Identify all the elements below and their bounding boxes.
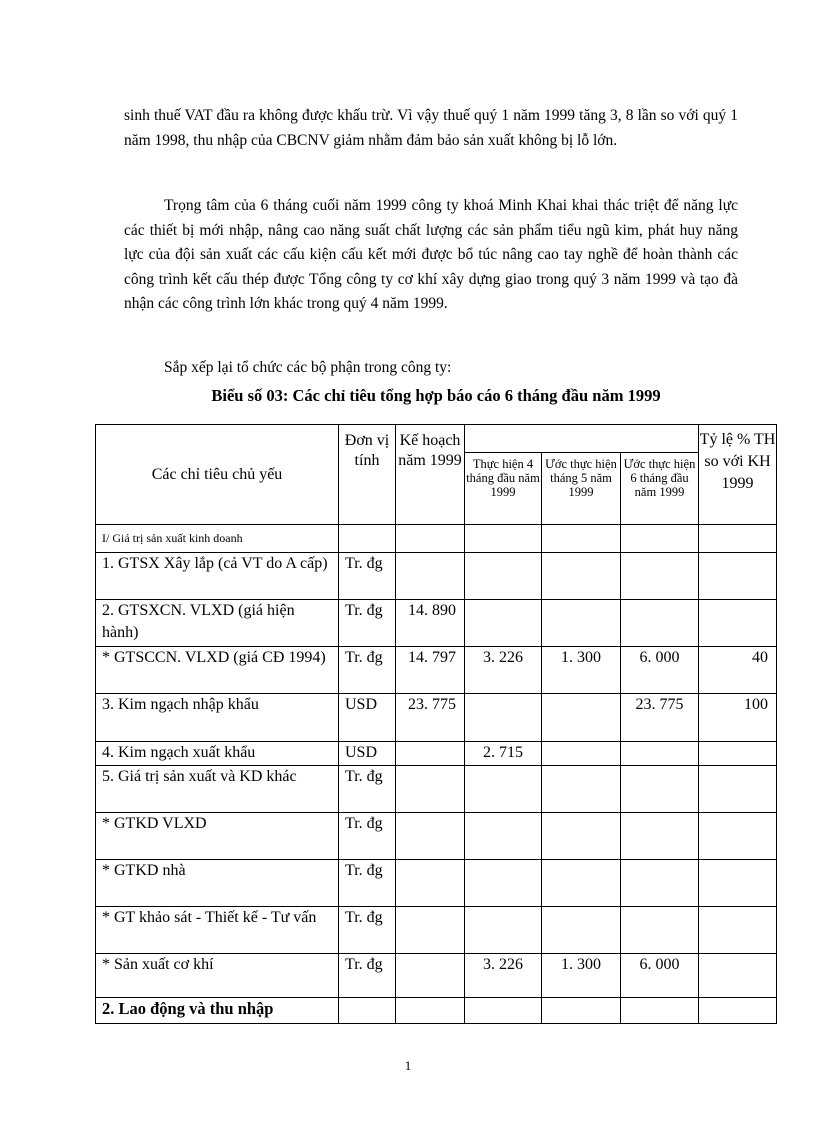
row-m6: [621, 906, 699, 953]
row-actual: [465, 765, 542, 812]
row-m6: [621, 859, 699, 906]
row-m5: [542, 765, 621, 812]
row-plan: [396, 953, 465, 997]
header-actual-4m: Thực hiện 4 tháng đầu năm 1999: [465, 453, 542, 525]
row-unit: Tr. đg: [339, 600, 396, 647]
row-name: * Sản xuất cơ khí: [96, 953, 339, 997]
row-actual: 3. 226: [465, 953, 542, 997]
row-actual: [465, 694, 542, 741]
row-m6: 6. 000: [621, 953, 699, 997]
paragraph-2: Trọng tâm của 6 tháng cuối năm 1999 công ty khoá Minh Khai khai thác triệt để năng lực các thiết bị mới nhập, nâng cao năng suất chất lượng các sản phẩm tiểu ngũ kim, phát huy năng lực của đội sản xuất các cấu kiện cấu kết mới được bổ túc nâng cao tay nghề để hoàn thành các công trình kết cấu thép được Tổng công ty cơ khí xây dựng giao trong quý 3 năm 1999 và tạo đà nhận các công trình lớn khác trong quý 4 năm 1999.: [124, 197, 738, 312]
row-m6: [621, 553, 699, 600]
row-plan: [396, 859, 465, 906]
row-m6: 6. 000: [621, 647, 699, 694]
row-actual: 3. 226: [465, 647, 542, 694]
row-name: * GT khảo sát - Thiết kế - Tư vấn: [96, 906, 339, 953]
row-actual: [465, 906, 542, 953]
row-m6: 23. 775: [621, 694, 699, 741]
row-unit: USD: [339, 741, 396, 765]
row-pct: [699, 906, 777, 953]
row-m5: [542, 812, 621, 859]
row-m5: [542, 859, 621, 906]
header-plan: Kế hoạch năm 1999: [396, 425, 465, 525]
row-pct: [699, 859, 777, 906]
row-plan: [396, 741, 465, 765]
row-m6: [621, 600, 699, 647]
row-m5: 1. 300: [542, 647, 621, 694]
row-m6: [621, 812, 699, 859]
row-name: 5. Giá trị sản xuất và KD khác: [96, 765, 339, 812]
row-pct: [699, 741, 777, 765]
row-m5: [542, 553, 621, 600]
row-pct: [699, 600, 777, 647]
paragraph-1: sinh thuế VAT đầu ra không được khấu trừ. Vì vậy thuế quý 1 năm 1999 tăng 3, 8 lần so với quý 1 năm 1998, thu nhập của CBCNV giảm nhằm đảm bảo sản xuất không bị lỗ lớn.: [124, 107, 738, 149]
row-actual: [465, 600, 542, 647]
section-1-label: I/ Giá trị sản xuất kinh doanh: [96, 525, 339, 553]
row-m5: [542, 741, 621, 765]
paragraph-3: Sắp xếp lại tổ chức các bộ phận trong công ty:: [164, 359, 452, 376]
row-unit: Tr. đg: [339, 859, 396, 906]
header-est-6m: Ước thực hiện 6 tháng đầu năm 1999: [621, 453, 699, 525]
row-pct: [699, 765, 777, 812]
page-number: 1: [404, 1058, 412, 1073]
row-pct: [699, 812, 777, 859]
row-unit: Tr. đg: [339, 953, 396, 997]
row-name: 3. Kim ngạch nhập khẩu: [96, 694, 339, 741]
row-name: * GTKD nhà: [96, 859, 339, 906]
row-name: * GTSCCN. VLXD (giá CĐ 1994): [96, 647, 339, 694]
row-unit: Tr. đg: [339, 906, 396, 953]
row-plan: [396, 553, 465, 600]
header-blank-group: [465, 425, 699, 453]
row-plan: [396, 812, 465, 859]
row-m6: [621, 765, 699, 812]
row-m5: 1. 300: [542, 953, 621, 997]
row-actual: [465, 553, 542, 600]
section-2-label: 2. Lao động và thu nhập: [96, 997, 339, 1023]
row-name: 1. GTSX Xây lắp (cả VT do A cấp): [96, 553, 339, 600]
row-unit: Tr. đg: [339, 647, 396, 694]
row-name: 4. Kim ngạch xuất khẩu: [96, 741, 339, 765]
row-m5: [542, 694, 621, 741]
row-name: 2. GTSXCN. VLXD (giá hiện hành): [96, 600, 339, 647]
row-pct: [699, 553, 777, 600]
header-est-m5: Ước thực hiện tháng 5 năm 1999: [542, 453, 621, 525]
row-actual: [465, 859, 542, 906]
row-unit: Tr. đg: [339, 553, 396, 600]
row-unit: Tr. đg: [339, 765, 396, 812]
row-unit: Tr. đg: [339, 812, 396, 859]
header-indicator: Các chỉ tiêu chủ yếu: [96, 425, 339, 525]
row-name: * GTKD VLXD: [96, 812, 339, 859]
row-m6: [621, 741, 699, 765]
row-pct: 100: [699, 694, 777, 741]
row-plan: 23. 775: [396, 694, 465, 741]
row-plan: 14. 890: [396, 600, 465, 647]
header-unit: Đơn vị tính: [339, 425, 396, 525]
row-actual: [465, 812, 542, 859]
table-title: Biểu số 03: Các chỉ tiêu tổng hợp báo cáo 6 tháng đầu năm 1999: [211, 386, 661, 405]
row-plan: [396, 765, 465, 812]
row-m5: [542, 600, 621, 647]
row-actual: 2. 715: [465, 741, 542, 765]
row-pct: 40: [699, 647, 777, 694]
row-plan: [396, 906, 465, 953]
row-plan: 14. 797: [396, 647, 465, 694]
row-unit: USD: [339, 694, 396, 741]
header-ratio: Tỷ lệ % TH so với KH 1999: [699, 425, 777, 525]
summary-table: [95, 424, 777, 1024]
row-m5: [542, 906, 621, 953]
row-pct: [699, 953, 777, 997]
